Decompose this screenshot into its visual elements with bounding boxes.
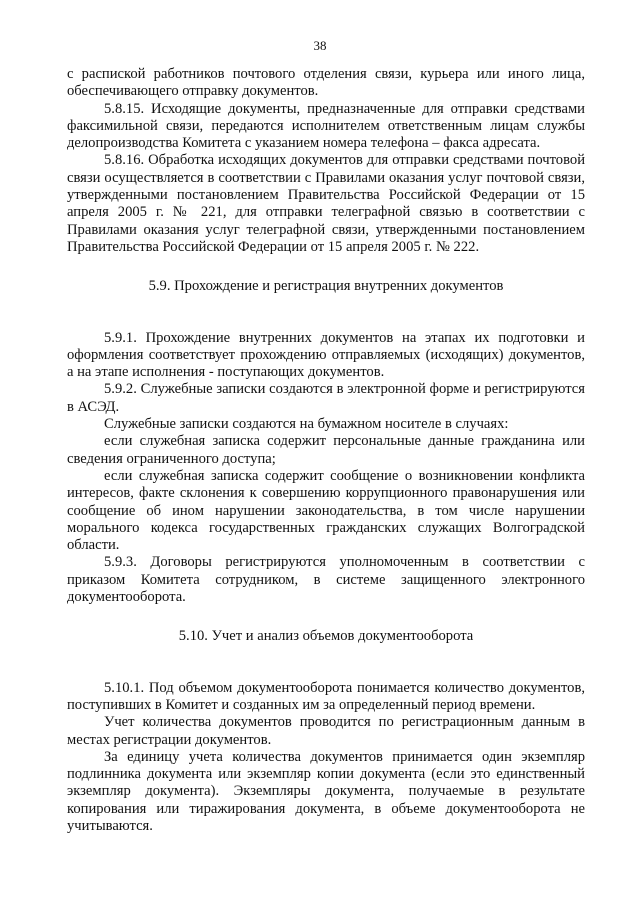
paragraph-case-personal-data: если служебная записка содержит персональные данные гражданина или сведения ограниченного доступа; (67, 433, 585, 467)
section-heading-5-10: 5.10. Учет и анализ объемов документооборота (178, 628, 474, 645)
page-number: 38 (313, 38, 327, 53)
paragraph-unit-of-accounting: За единицу учета количества документов принимается один экземпляр подлинника документа или экземпляр копии документа (если это единственный экземпляр документа). Экземпляры документа, получаемые в результате копирования или тиражирования документа, в объеме документооборота не учитываются. (67, 748, 585, 834)
paragraph-continuation: с распиской работников почтового отделения связи, курьера или иного лица, обеспечивающего отправку документов. (67, 66, 585, 100)
paragraph-accounting: Учет количества документов проводится по регистрационным данным в местах регистрации документов. (67, 714, 585, 748)
section-heading-5-9: 5.9. Прохождение и регистрация внутренних документов (148, 278, 504, 295)
paragraph-case-conflict: если служебная записка содержит сообщение о возникновении конфликта интересов, факте склонения к совершению коррупционного правонарушения или сообщение об ином нарушении законодательства, в том числе нарушении морального кодекса государственных гражданских служащих Волгоградской области. (67, 467, 585, 554)
paragraph-paper-notes: Служебные записки создаются на бумажном носителе в случаях: (104, 416, 509, 433)
paragraph-5-9-3: 5.9.3. Договоры регистрируются уполномоченным в соответствии с приказом Комитета сотрудником, в системе защищенного электронного документооборота. (67, 554, 585, 606)
paragraph-5-8-15: 5.8.15. Исходящие документы, предназначенные для отправки средствами факсимильной связи, передаются исполнителем ответственным лицам службы делопроизводства Комитета с указанием номера телефона – факса адресата. (67, 100, 585, 152)
paragraph-5-10-1: 5.10.1. Под объемом документооборота понимается количество документов, поступивших в Комитет и созданных им за определенный период времени. (67, 679, 585, 713)
paragraph-5-8-16: 5.8.16. Обработка исходящих документов для отправки средствами почтовой связи осуществляется в соответствии с Правилами оказания услуг почтовой связи, утвержденными постановлением Правительства Российской Федерации от 15 апреля 2005 г. № 221, для отправки телеграфной связью в соответствии с Правилами оказания услуг телеграфной связи, утвержденными постановлением Правительства Российской Федерации от 15 апреля 2005 г. № 222. (67, 152, 585, 255)
paragraph-5-9-2: 5.9.2. Служебные записки создаются в электронной форме и регистрируются в АСЭД. (67, 381, 585, 415)
document-body (67, 66, 585, 835)
paragraph-5-9-1: 5.9.1. Прохождение внутренних документов на этапах их подготовки и оформления соответствует прохождению отправляемых (исходящих) документов, а на этапе исполнения - поступающих документов. (67, 329, 585, 381)
